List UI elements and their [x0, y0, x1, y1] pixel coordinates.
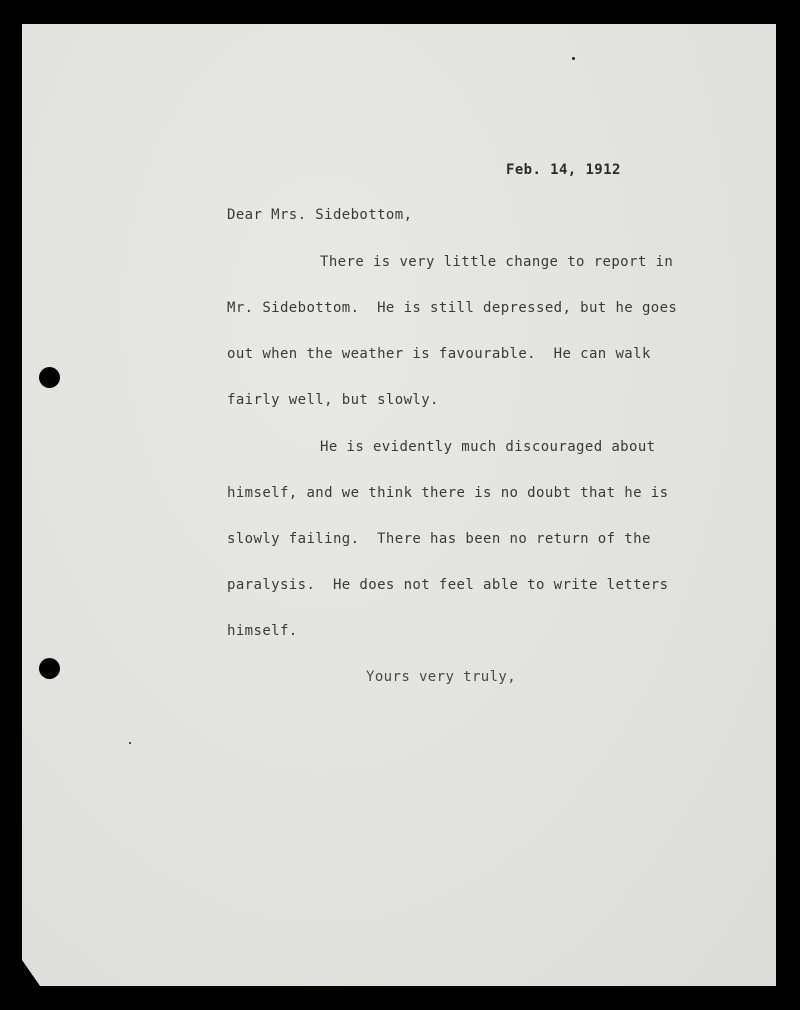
- body-line: himself, and we think there is no doubt that he is: [227, 485, 669, 501]
- folded-corner: [22, 960, 40, 986]
- letter-date: Feb. 14, 1912: [506, 162, 621, 178]
- body-line: out when the weather is favourable. He can walk: [227, 346, 651, 362]
- letter-salutation: Dear Mrs. Sidebottom,: [227, 207, 413, 223]
- body-line: Mr. Sidebottom. He is still depressed, but he goes: [227, 300, 678, 316]
- body-line: paralysis. He does not feel able to write letters: [227, 577, 669, 593]
- body-line: himself.: [227, 623, 298, 639]
- letter-closing: Yours very truly,: [366, 669, 517, 685]
- body-line: slowly failing. There has been no return of the: [227, 531, 651, 547]
- letter-page: [22, 24, 776, 986]
- punch-hole: [39, 367, 60, 388]
- ink-speck: [129, 742, 131, 744]
- body-line: fairly well, but slowly.: [227, 392, 439, 408]
- body-line: He is evidently much discouraged about: [320, 439, 656, 455]
- body-line: There is very little change to report in: [320, 254, 674, 270]
- punch-hole: [39, 658, 60, 679]
- ink-speck: [572, 57, 575, 60]
